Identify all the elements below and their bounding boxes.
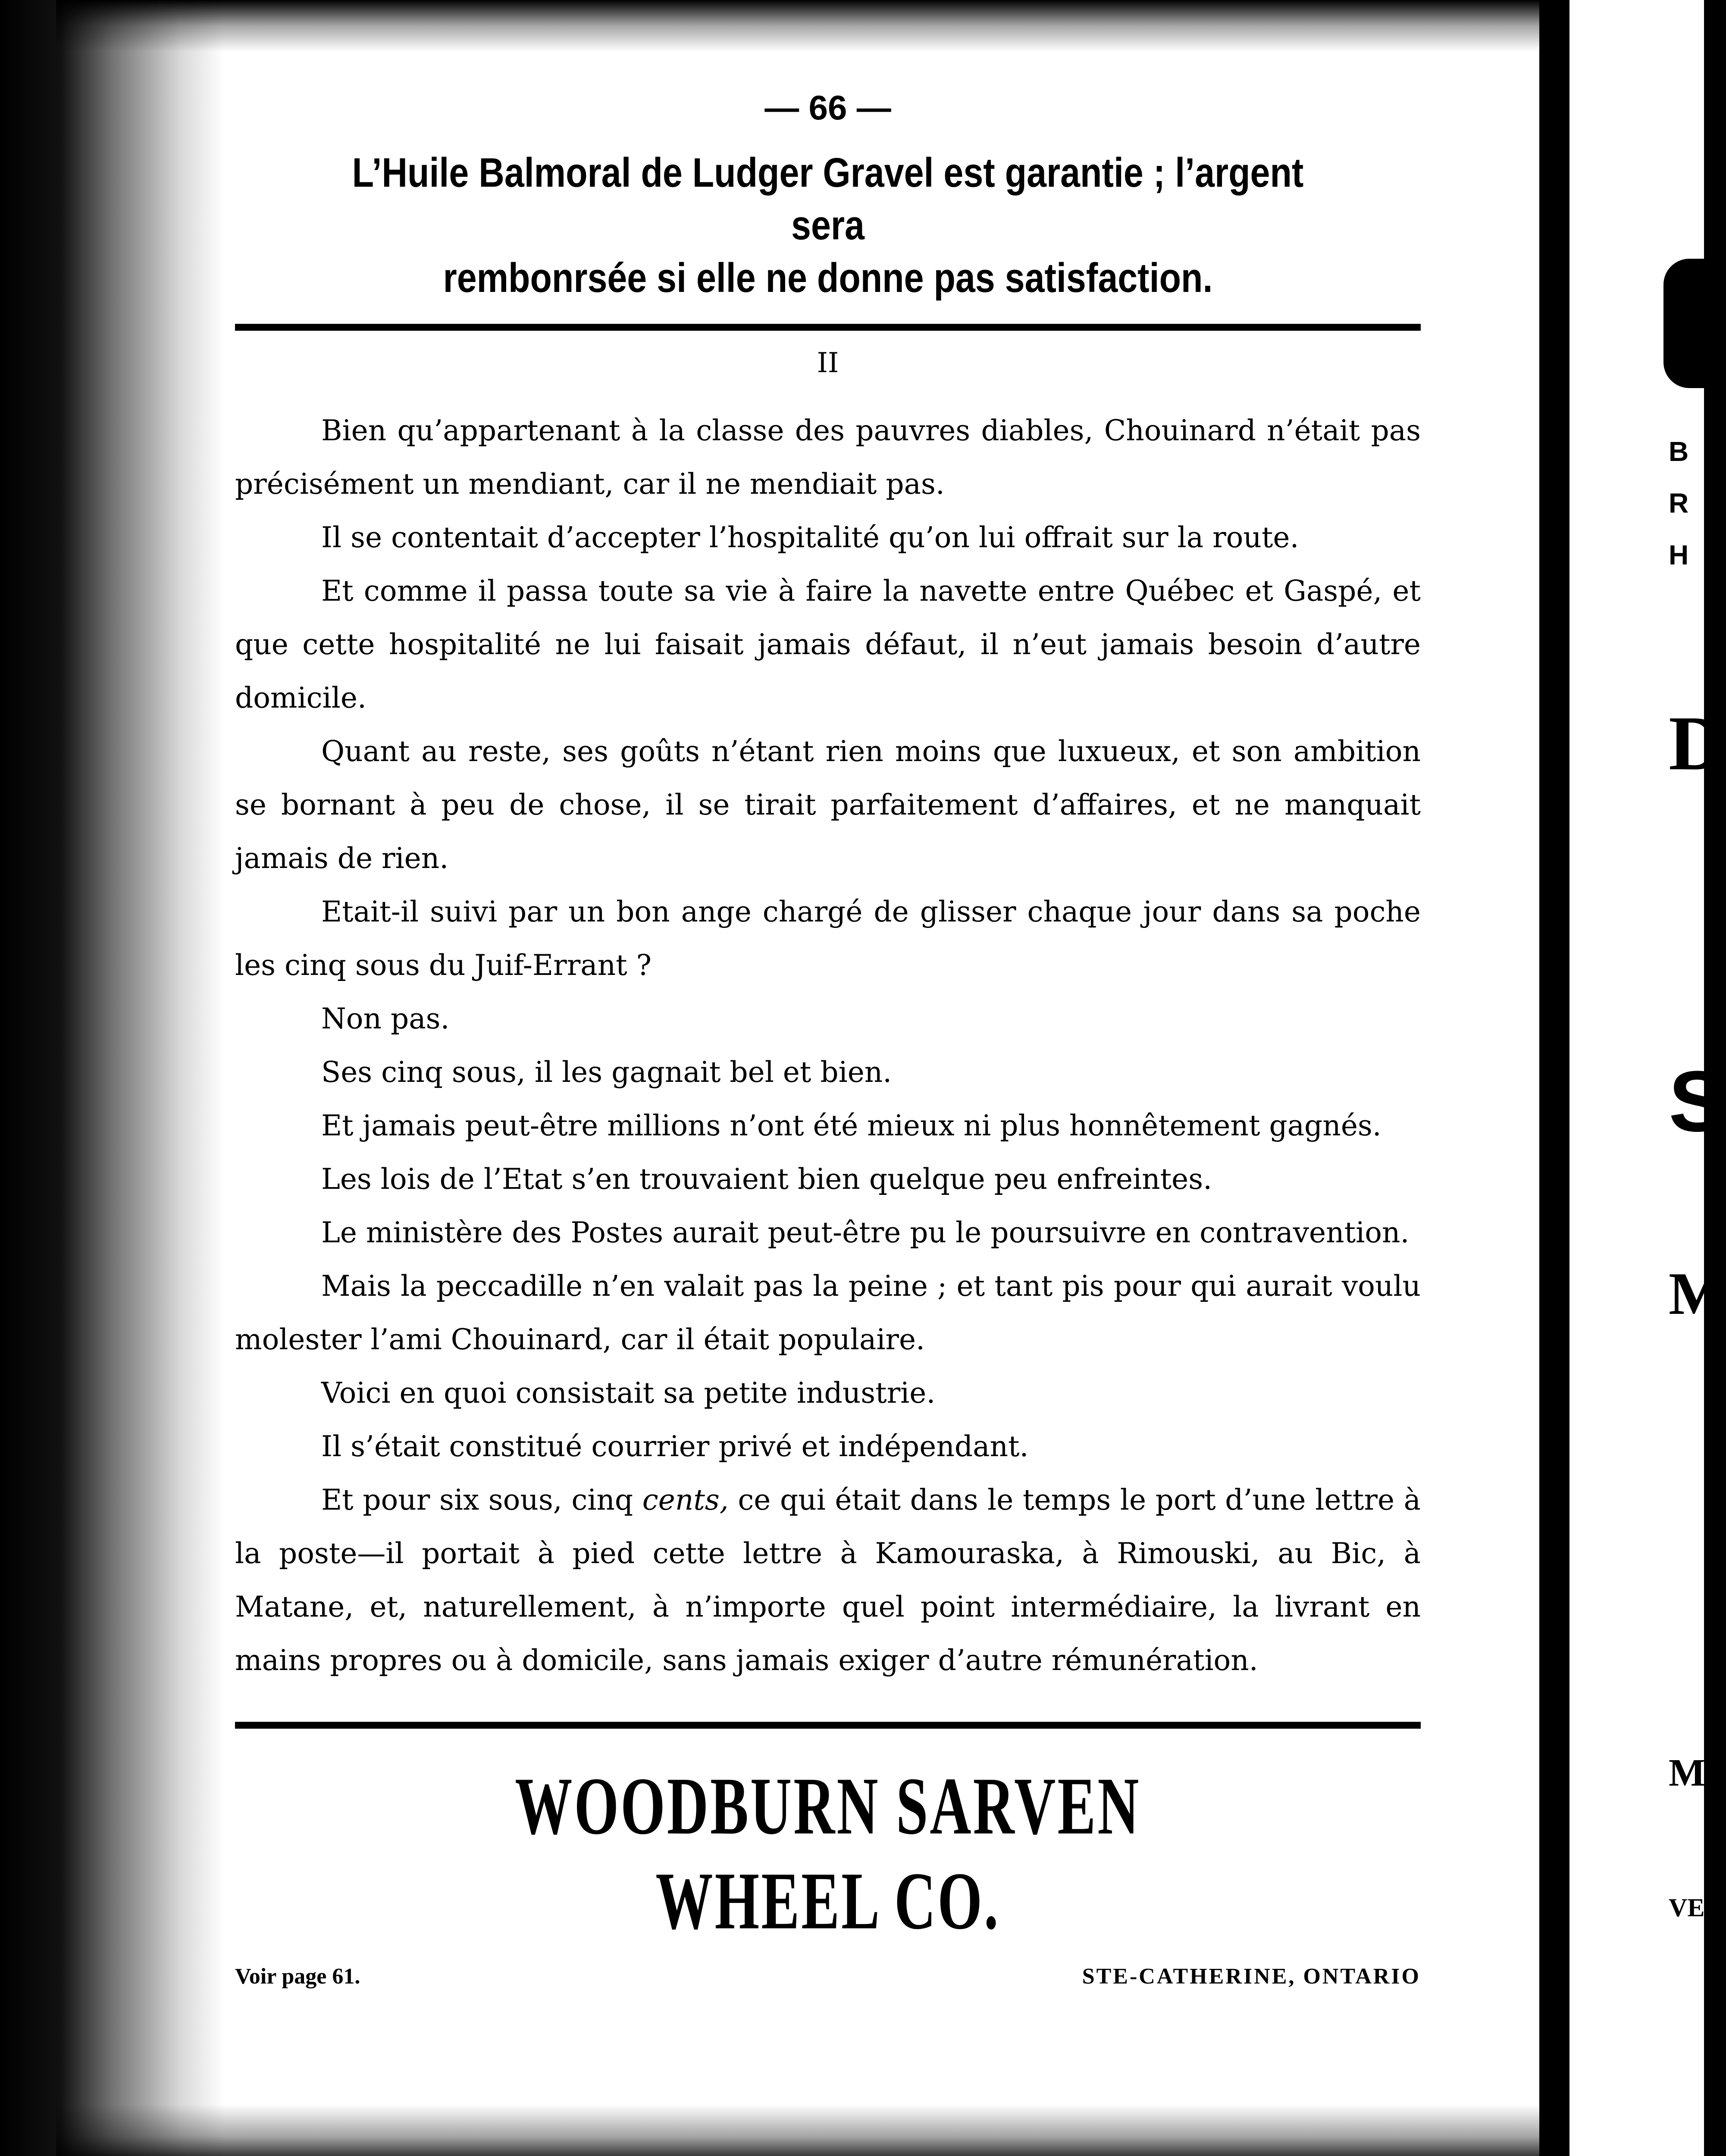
footer-location: STE-CATHERINE, ONTARIO [1082, 1964, 1421, 1989]
paragraph: Il s’était constitué courrier privé et indépendant. [321, 1430, 1029, 1463]
paragraph: Quant au reste, ses goûts n’étant rien moins que luxueux, et son ambition se bornant à peu de chose, il se tirait parfaitement d’affaires, et ne manquait jamais de rien. [235, 735, 1421, 875]
adjacent-fragment: M [1669, 1260, 1726, 1327]
footer-advert [235, 1759, 1421, 1992]
adjacent-page-blot [1663, 259, 1711, 388]
page-number: — 66 — [764, 88, 891, 127]
adjacent-fragment: D [1669, 700, 1725, 786]
book-gutter [1539, 0, 1569, 2156]
adjacent-fragment: R [1669, 488, 1689, 519]
body-text [235, 404, 1421, 1687]
company-name: WOODBURN SARVEN WHEEL CO. [515, 1761, 1141, 1946]
paragraph: Et comme il passa toute sa vie à faire la navette entre Québec et Gaspé, et que cette hospitalité ne lui faisait jamais défaut, il n’eut jamais besoin d’autre domicile. [235, 574, 1421, 714]
paragraph-text: Et pour six sous, cinq [321, 1483, 642, 1517]
paragraph: Etait-il suivi par un bon ange chargé de glisser chaque jour dans sa poche les cinq sous du Juif-Errant ? [235, 895, 1421, 982]
paragraph-last [235, 1473, 1421, 1687]
paragraph: Bien qu’appartenant à la classe des pauvres diables, Chouinard n’était pas précisément un mendiant, car il ne mendiait pas. [235, 414, 1421, 501]
emphasis-text: cents, [642, 1483, 729, 1517]
advert-line-1: L’Huile Balmoral de Ludger Gravel est garantie ; l’argent sera [352, 150, 1304, 248]
adjacent-fragment: S [1669, 1053, 1726, 1150]
paragraph: Les lois de l’Etat s’en trouvaient bien quelque peu enfreintes. [321, 1163, 1212, 1196]
adjacent-fragment: B [1669, 436, 1689, 467]
paragraph: Mais la peccadille n’en valait pas la peine ; et tant pis pour qui aurait voulu molester l’ami Chouinard, car il était populaire. [235, 1269, 1421, 1356]
scan-edge-top [56, 0, 1544, 52]
paragraph: Il se contentait d’accepter l’hospitalité qu’on lui offrait sur la route. [321, 521, 1299, 554]
advert-line-2: rembonrsée si elle ne donne pas satisfaction. [443, 255, 1213, 301]
footer-notes [235, 1962, 1421, 1992]
page-content [235, 84, 1421, 1992]
adjacent-fragment: M [1669, 1752, 1705, 1794]
paragraph: Non pas. [321, 1002, 450, 1035]
scan-edge-bottom [56, 2104, 1544, 2156]
paragraph: Ses cinq sous, il les gagnait bel et bien. [321, 1056, 892, 1089]
chapter-heading: II [817, 347, 839, 379]
paragraph: Voici en quoi consistait sa petite industrie. [321, 1376, 936, 1410]
footer-rule [235, 1722, 1421, 1729]
advert-header [235, 147, 1421, 304]
scan-edge-left [0, 0, 224, 2156]
footer-page-reference: Voir page 61. [235, 1964, 360, 1989]
paragraph-text: ce qui était dans le temps le port d’une lettre à la poste—il portait à pied cette lettre à Kamouraska, à Rimouski, au Bic, à Matane, et, naturellement, à n’importe quel point intermédiaire, la livrant en mains propres ou à domicile, sans jamais exiger d’autre rémunération. [235, 1483, 1421, 1677]
adjacent-fragment: H [1669, 539, 1689, 570]
adjacent-fragment: VE [1669, 1893, 1705, 1922]
paragraph: Le ministère des Postes aurait peut-être pu le poursuivre en contravention. [321, 1216, 1410, 1249]
adjacent-page [1569, 0, 1726, 2156]
header-rule [235, 324, 1421, 331]
paragraph: Et jamais peut-être millions n’ont été mieux ni plus honnêtement gagnés. [321, 1109, 1381, 1142]
